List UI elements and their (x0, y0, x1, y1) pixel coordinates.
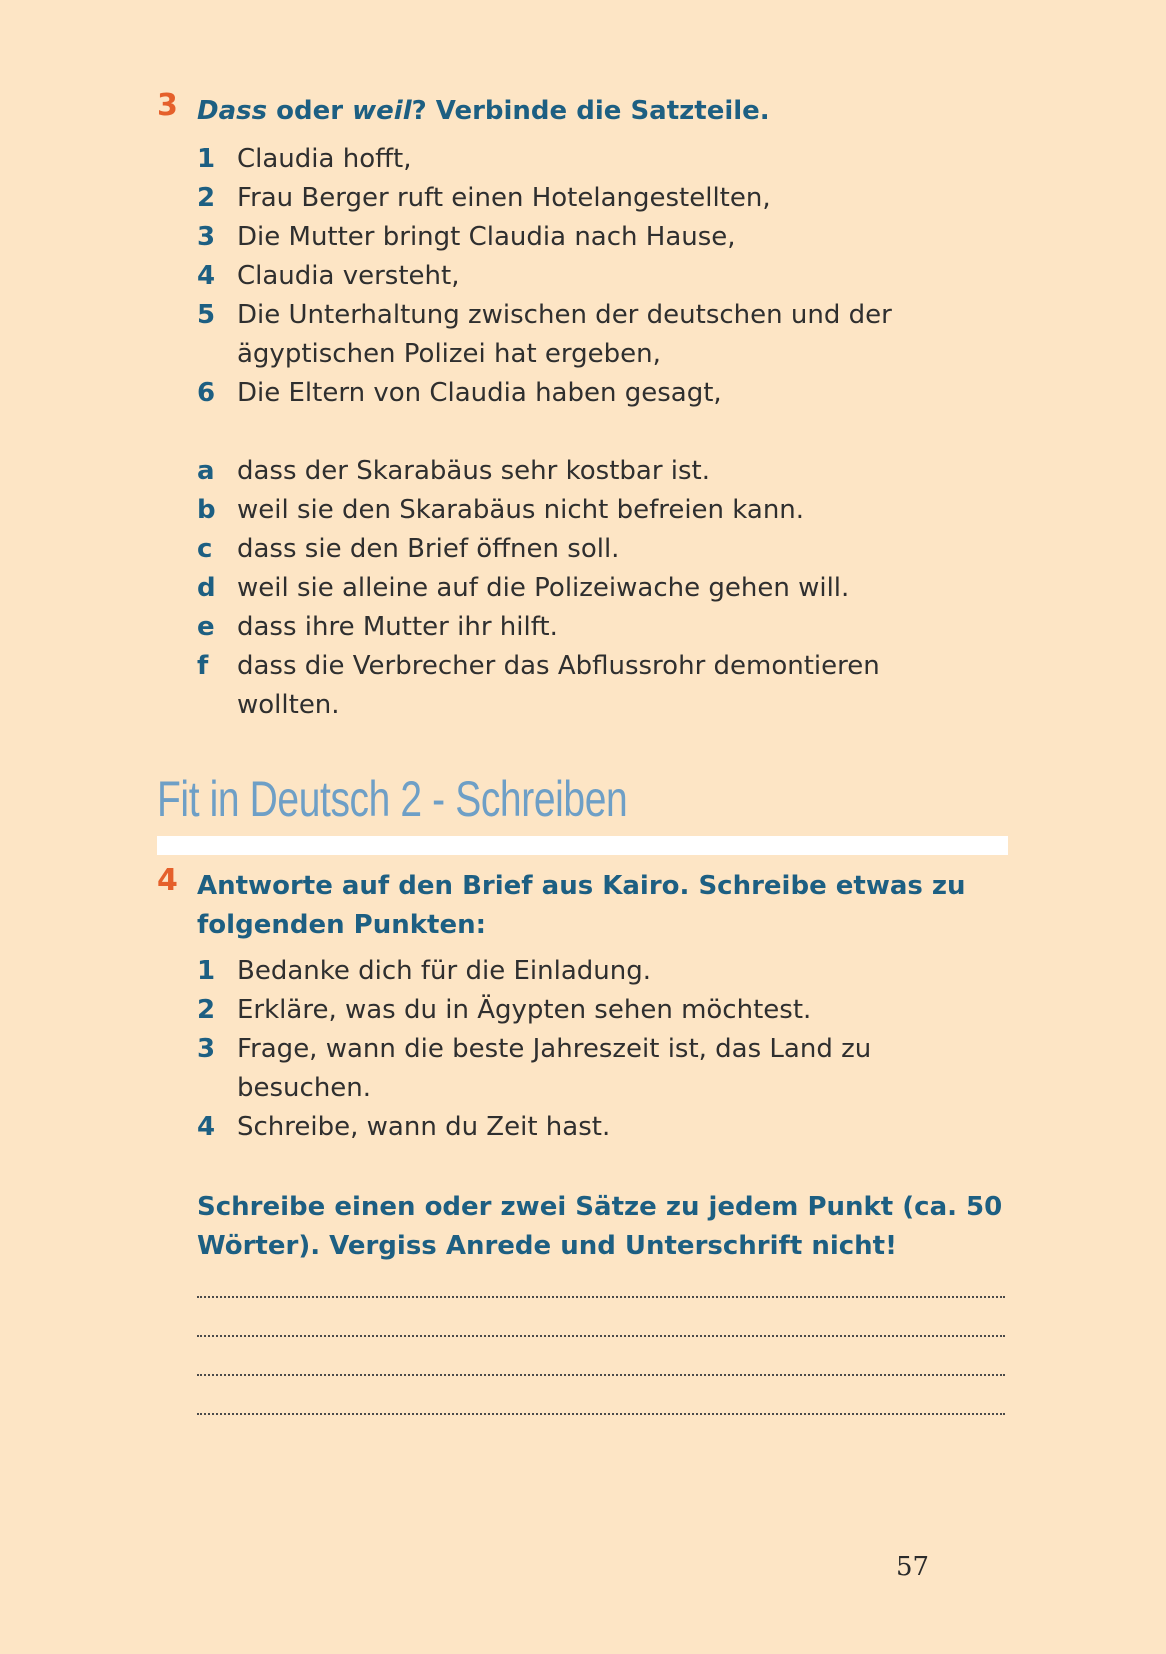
option-text: weil sie alleine auf die Polizeiwache gehen will. (237, 573, 850, 603)
item-label: 6 (197, 378, 216, 408)
item-label: 2 (197, 183, 216, 213)
item-text: ägyptischen Polizei hat ergeben, (237, 339, 661, 369)
item-label: 4 (197, 261, 216, 291)
exercise-4-title-line-1: Antworte auf den Brief aus Kairo. Schreibe etwas zu (197, 871, 966, 901)
option-label: e (197, 612, 215, 642)
section-divider (157, 836, 1008, 855)
option-text: dass ihre Mutter ihr hilft. (237, 612, 558, 642)
item-label: 1 (197, 144, 216, 174)
section-title: Fit in Deutsch 2 - Schreiben (157, 771, 628, 827)
writing-line[interactable] (197, 1374, 1005, 1376)
option-label: f (197, 651, 209, 681)
option-label: c (197, 534, 213, 564)
instruction-line-1: Schreibe einen oder zwei Sätze zu jedem Punkt (ca. 50 (197, 1192, 1003, 1222)
page-number: 57 (896, 1552, 930, 1582)
exercise-3-number: 3 (157, 88, 178, 123)
item-label: 2 (197, 995, 216, 1025)
item-label: 5 (197, 300, 216, 330)
exercise-3-title (197, 92, 770, 131)
item-label: 3 (197, 222, 216, 252)
option-label: b (197, 495, 216, 525)
item-text: Schreibe, wann du Zeit hast. (237, 1112, 611, 1142)
option-text: dass der Skarabäus sehr kostbar ist. (237, 456, 711, 486)
item-text: Frau Berger ruft einen Hotelangestellten, (237, 183, 771, 213)
title-dass: Dass (197, 96, 268, 126)
item-text: Erkläre, was du in Ägypten sehen möchtest. (237, 995, 812, 1025)
item-label: 4 (197, 1112, 216, 1142)
writing-line[interactable] (197, 1296, 1005, 1298)
option-label: a (197, 456, 215, 486)
item-text: Claudia versteht, (237, 261, 460, 291)
exercise-4-title-line-2: folgenden Punkten: (197, 910, 486, 940)
instruction-line-2: Wörter). Vergiss Anrede und Unterschrift nicht! (197, 1231, 897, 1261)
option-text: dass sie den Brief öffnen soll. (237, 534, 620, 564)
item-text: Die Eltern von Claudia haben gesagt, (237, 378, 722, 408)
item-text: Bedanke dich für die Einladung. (237, 956, 651, 986)
writing-instruction (197, 1188, 1002, 1266)
item-text: besuchen. (237, 1073, 372, 1103)
title-rest: ? Verbinde die Satzteile. (411, 96, 770, 126)
option-label: d (197, 573, 216, 603)
option-text: weil sie den Skarabäus nicht befreien kann. (237, 495, 805, 525)
option-text: wollten. (237, 690, 340, 720)
writing-line[interactable] (197, 1413, 1005, 1415)
title-oder: oder (267, 96, 353, 126)
item-label: 1 (197, 956, 216, 986)
item-text: Claudia hofft, (237, 144, 412, 174)
item-label: 3 (197, 1034, 216, 1064)
item-text: Frage, wann die beste Jahreszeit ist, das Land zu (237, 1034, 872, 1064)
exercise-4-number: 4 (157, 863, 178, 898)
title-weil: weil (352, 96, 412, 126)
writing-line[interactable] (197, 1335, 1005, 1337)
option-text: dass die Verbrecher das Abflussrohr demontieren (237, 651, 880, 681)
item-text: Die Mutter bringt Claudia nach Hause, (237, 222, 736, 252)
item-text: Die Unterhaltung zwischen der deutschen und der (237, 300, 892, 330)
